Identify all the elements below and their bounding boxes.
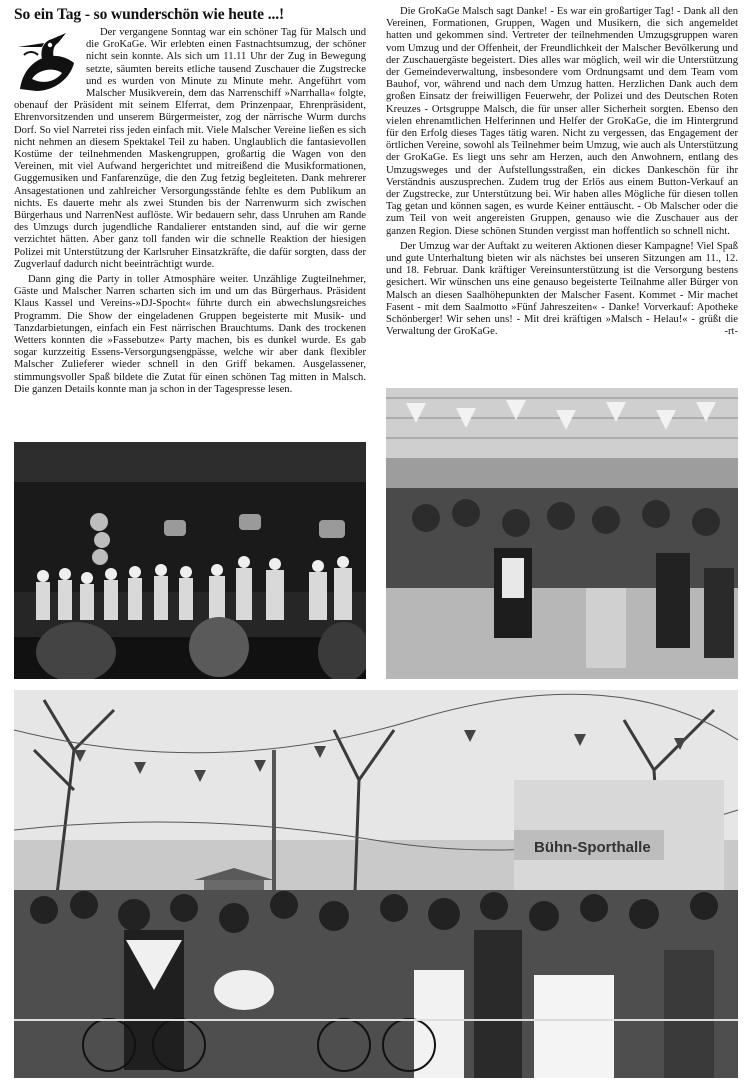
headline: So ein Tag - so wunderschön wie heute ...! [14, 6, 285, 23]
right-column [386, 6, 738, 338]
article-paragraph: Die GroKaGe Malsch sagt Danke! - Es war ein großartiger Tag! - Dank all den Vereinen, Formationen, Gruppen, Wagen und Musikern, die sich angemeldet hatten und gekommen sind. Vertreter der teilnehmenden Umzugsgruppen waren vom Umzug und der Offenheit, der Freundlichkeit der Malscher Bevölkerung und der Zuschauergäste begeistert. Dies alles war möglich, weil wir die Unterstützung der Gemeindeverwaltung, insbesondere vom Ordnungsamt und dem Team vom Bauhof, vor, während und nach dem Umzug hatten. Herzlichen Dank auch dem großen Einsatz der freiwilligen Feuerwehr, der Polizei und des Deutschen Roten Kreuzes - Ortsgruppe Malsch, die für unser aller Sicherheit sorgten. Ebenso den vielen ehrenamtlichen Helferinnen und Helfer der GroKaGe, die im Hintergrund für den Erfolg dieses Tages tätig waren. Nicht zu vergessen, das Engagement der örtlichen Vereine, sowohl als Teilnehmer beim Umzug, wie auch als Unterstützung der GroKaGe. Es liegt uns sehr am Herzen, auch den Anwohnern, entlang des Umzugsweges und der Aufstellungsstraßen, ein dickes Dankeschön für ihr Verständnis auszusprechen. Zudem trug der Erlös aus einem Button-Verkauf an der Zugstrecke, zur Unterstützung bei. Wir haben alles Mögliche für diesen tollen Tag getan und können sagen, es wurde Keiner enttäuscht. - Ob Malscher oder die zum Teil von weit angereisten Gruppen, genauso wie die Zuschauer aus der ganzen Region. Diese schönen Stunden vergisst man hoffentlich so schnell nicht. [386, 6, 738, 237]
article-paragraph [386, 241, 738, 339]
hall-party-photo [386, 388, 738, 679]
article-paragraph: Der vergangene Sonntag war ein schöner Tag für Malsch und die GroKaGe. Wir erlebten einen Fastnachtsumzug, der schöner nicht sein konnte. Als sich um 11.11 Uhr der Zug in Bewegung setzte, säumten bereits etliche tausend Zuschauer die Zugstrecke und es wurden von Minute zu Minute mehr. Angeführt vom Malscher Musikverein, dem das Narrenschiff »Narrhalla« folgte, obenauf der Präsident mit seinem Elferrat, dem Prinzenpaar, Ehrenpräsident, Ehrenvorsitzenden und unserem Bürgermeister, zog der närrische Wurm durchs Dorf. So viel Narretei riss jeden einfach mit. Viele Malscher Vereine ließen es sich nicht nehmen an diesem Spektakel Teil zu haben. Unglaublich die fantasievollen Kostüme der teilnehmenden Maskengruppen, großartig die Wagen von den Vereinen, mit viel Aufwand hergerichtet und mitreißend die Musikformationen, Guggemusiken und Fanfarenzüge, die den Zug fetzig begleiteten. Dank mehrerer Ansagestationen und zahlreicher Versorgungsstände fehlte es dem Publikum an nichts. Es dauerte mehr als zwei Stunden bis der Narrenwurm sich zwischen Bürgerhaus und NarrenNest auflöste. Wir bedauern sehr, dass Unruhen am Rande des Umzugs durch jugendliche Randalierer entstanden sind, auf die wir gerne verzichtet hätten. Aber ganz toll fanden wir die schnelle Reaktion der hiesigen Polizei mit Unterstützung der Karlsruher Einsatzkräfte, die dafür sorgten, dass der Zugverlauf dadurch nicht beeinträchtigt wurde. [14, 27, 366, 270]
stage-photo-image [14, 442, 366, 679]
article-paragraph: Dann ging die Party in toller Atmosphäre weiter. Unzählige Zugteilnehmer, Gäste und Malscher Narren scharten sich im und um das Bürgerhaus. Präsident Klaus Kassel und Vereins-»DJ-Spocht« führte durch ein abwechslungsreiches Programm. Die Show der eingeladenen Gruppen begeisterte mit Musik- und Tanzdarbietungen, einfach ein Fest närrischen Brauchtums. Dank des trockenen Wetters konnten die »Fassebutze« Party machen, bis es dunkel wurde. Es gab sogar kurzzeitig Essens-Versorgungsengpässe, welche wir aber dank flexibler Malscher Zulieferer wieder schnell in den Griff bekamen. Ausgelassener, stimmungsvoller Spaß bildete die Zutat für einen schönen Tag mitten in Malsch. Die ganzen Details konnte man ja schon in der Tagespresse lesen. [14, 274, 366, 395]
stork-mask-logo-icon [14, 29, 80, 95]
left-column [14, 6, 366, 396]
hall-photo-image [386, 388, 738, 679]
outdoor-square-photo [14, 690, 738, 1078]
author-signature: -rt- [724, 326, 738, 338]
article-paragraph-text: Der Umzug war der Auftakt zu weiteren Aktionen dieser Kampagne! Viel Spaß und gute Unterhaltung bieten wir als nächstes bei unseren Sitzungen am 11., 12. und 18. Februar. Dank kräftiger Vereinsunterstützung ist die Versorgung bestens gesichert. Wir wünschen uns eine genauso begeisterte Teilnahme aller Bürger von Malsch an diesen Saalhöhepunkten der Malscher Fasent. Kommet - Mir machet Fasent - mit dem Saalmotto »Fünf Jahreszeiten« - Danke! Vorverkauf: Apotheke Schönberger! Wir sehen uns! - Mit drei kräftigen »Malsch - Helau!« - grüßt die Verwaltung der GroKaGe. [386, 240, 738, 338]
stage-performance-photo [14, 442, 366, 679]
hall-sign-text: Bühn-Sporthalle [534, 839, 651, 856]
square-photo-image [14, 690, 738, 1078]
